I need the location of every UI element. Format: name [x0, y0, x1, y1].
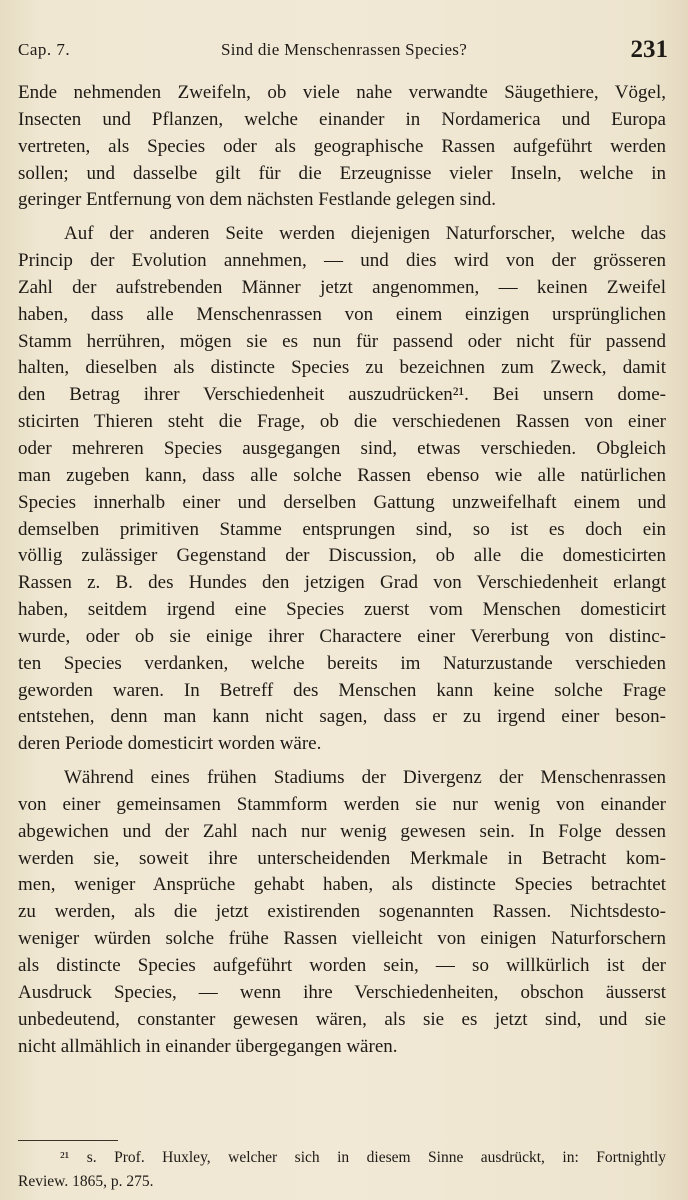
text-line: unbedeutend, constanter gewesen wären, als sie es jetzt sind, und sie — [18, 1008, 666, 1030]
running-header — [18, 36, 670, 70]
text-line: haben, seitdem irgend eine Species zuerst vom Menschen domesticirt — [18, 599, 666, 621]
text-line: Ausdruck Species, — wenn ihre Verschiedenheiten, obschon äusserst — [18, 981, 666, 1003]
text-line: wurde, oder ob sie einige ihrer Charactere einer Vererbung von distinc- — [18, 625, 666, 647]
paragraph-1 — [18, 80, 666, 214]
running-title: Sind die Menschenrassen Species? — [220, 40, 468, 59]
text-line: deren Periode domesticirt worden wäre. — [18, 733, 322, 755]
text-line: Princip der Evolution annehmen, — und dies wird von der grösseren — [18, 250, 666, 272]
paragraph-2 — [18, 221, 666, 758]
footnote-line: ²¹ s. Prof. Huxley, welcher sich in diesem Sinne ausdrückt, in: Fortnightly — [60, 1149, 666, 1166]
footnote-divider — [18, 1140, 118, 1141]
text-line: men, weniger Ansprüche gehabt haben, als distincte Species betrachtet — [18, 874, 666, 896]
footnote — [18, 1146, 666, 1194]
text-line: Ende nehmenden Zweifeln, ob viele nahe verwandte Säugethiere, Vögel, — [18, 82, 666, 103]
text-line: Auf der anderen Seite werden diejenigen Naturforscher, welche das — [64, 223, 666, 245]
text-line: Stamm herrühren, mögen sie es nun für passend oder nicht für passend — [18, 330, 666, 352]
text-line: abgewichen und der Zahl nach nur wenig gewesen sein. In Folge dessen — [18, 820, 666, 842]
text-line: den Betrag ihrer Verschiedenheit auszudrücken²¹. Bei unsern dome- — [18, 384, 666, 406]
text-line: nicht allmählich in einander übergegangen wären. — [18, 1035, 398, 1057]
text-line: von einer gemeinsamen Stammform werden sie nur wenig von einander — [18, 793, 666, 815]
text-line: werden sie, soweit ihre unterscheidenden Merkmale in Betracht kom- — [18, 847, 666, 869]
text-line: entstehen, denn man kann nicht sagen, dass er zu irgend einer beson- — [18, 706, 666, 728]
text-line: Species innerhalb einer und derselben Gattung unzweifelhaft einem und — [18, 491, 666, 513]
text-line: völlig zulässiger Gegenstand der Discussion, ob alle die domesticirten — [18, 545, 666, 567]
text-line: demselben primitiven Stamme entsprungen sind, so ist es doch ein — [18, 518, 666, 540]
text-line: man zugeben kann, dass alle solche Rassen ebenso wie alle natürlichen — [18, 464, 666, 486]
body-text — [18, 80, 666, 1060]
text-line: vertreten, als Species oder als geographische Rassen aufgeführt werden — [18, 135, 666, 157]
text-line: Rassen z. B. des Hundes den jetzigen Grad von Verschiedenheit erlangt — [18, 572, 666, 594]
text-line: halten, dieselben als distincte Species zu bezeichnen zum Zweck, damit — [18, 357, 666, 379]
text-line: Zahl der aufstrebenden Männer jetzt angenommen, — keinen Zweifel — [18, 276, 666, 298]
text-line: haben, dass alle Menschenrassen von einem einzigen ursprünglichen — [18, 303, 666, 325]
text-line: sticirten Thieren steht die Frage, ob die verschiedenen Rassen von einer — [18, 411, 666, 433]
text-line: Während eines frühen Stadiums der Divergenz der Menschenrassen — [64, 767, 666, 789]
paragraph-3 — [18, 765, 666, 1060]
text-line: Insecten und Pflanzen, welche einander in Nordamerica und Europa — [18, 108, 666, 130]
footnote-line: Review. 1865, p. 275. — [18, 1173, 154, 1190]
text-line: ten Species verdanken, welche bereits im Naturzustande verschieden — [18, 652, 666, 674]
chapter-label: Cap. 7. — [18, 40, 71, 59]
text-line: geringer Entfernung von dem nächsten Festlande gelegen sind. — [18, 189, 497, 211]
text-line: als distincte Species aufgeführt worden sein, — so willkürlich ist der — [18, 955, 666, 976]
text-line: sollen; und dasselbe gilt für die Erzeugnisse vieler Inseln, welche in — [18, 162, 666, 184]
text-line: weniger würden solche frühe Rassen vielleicht von einigen Naturforschern — [18, 928, 666, 950]
text-line: zu werden, als die jetzt existirenden sogenannten Rassen. Nichtsdesto- — [18, 901, 666, 923]
text-line: oder mehreren Species ausgegangen sind, etwas verschieden. Obgleich — [18, 437, 666, 459]
text-line: geworden waren. In Betreff des Menschen kann keine solche Frage — [18, 679, 666, 701]
page-number: 231 — [630, 36, 668, 63]
